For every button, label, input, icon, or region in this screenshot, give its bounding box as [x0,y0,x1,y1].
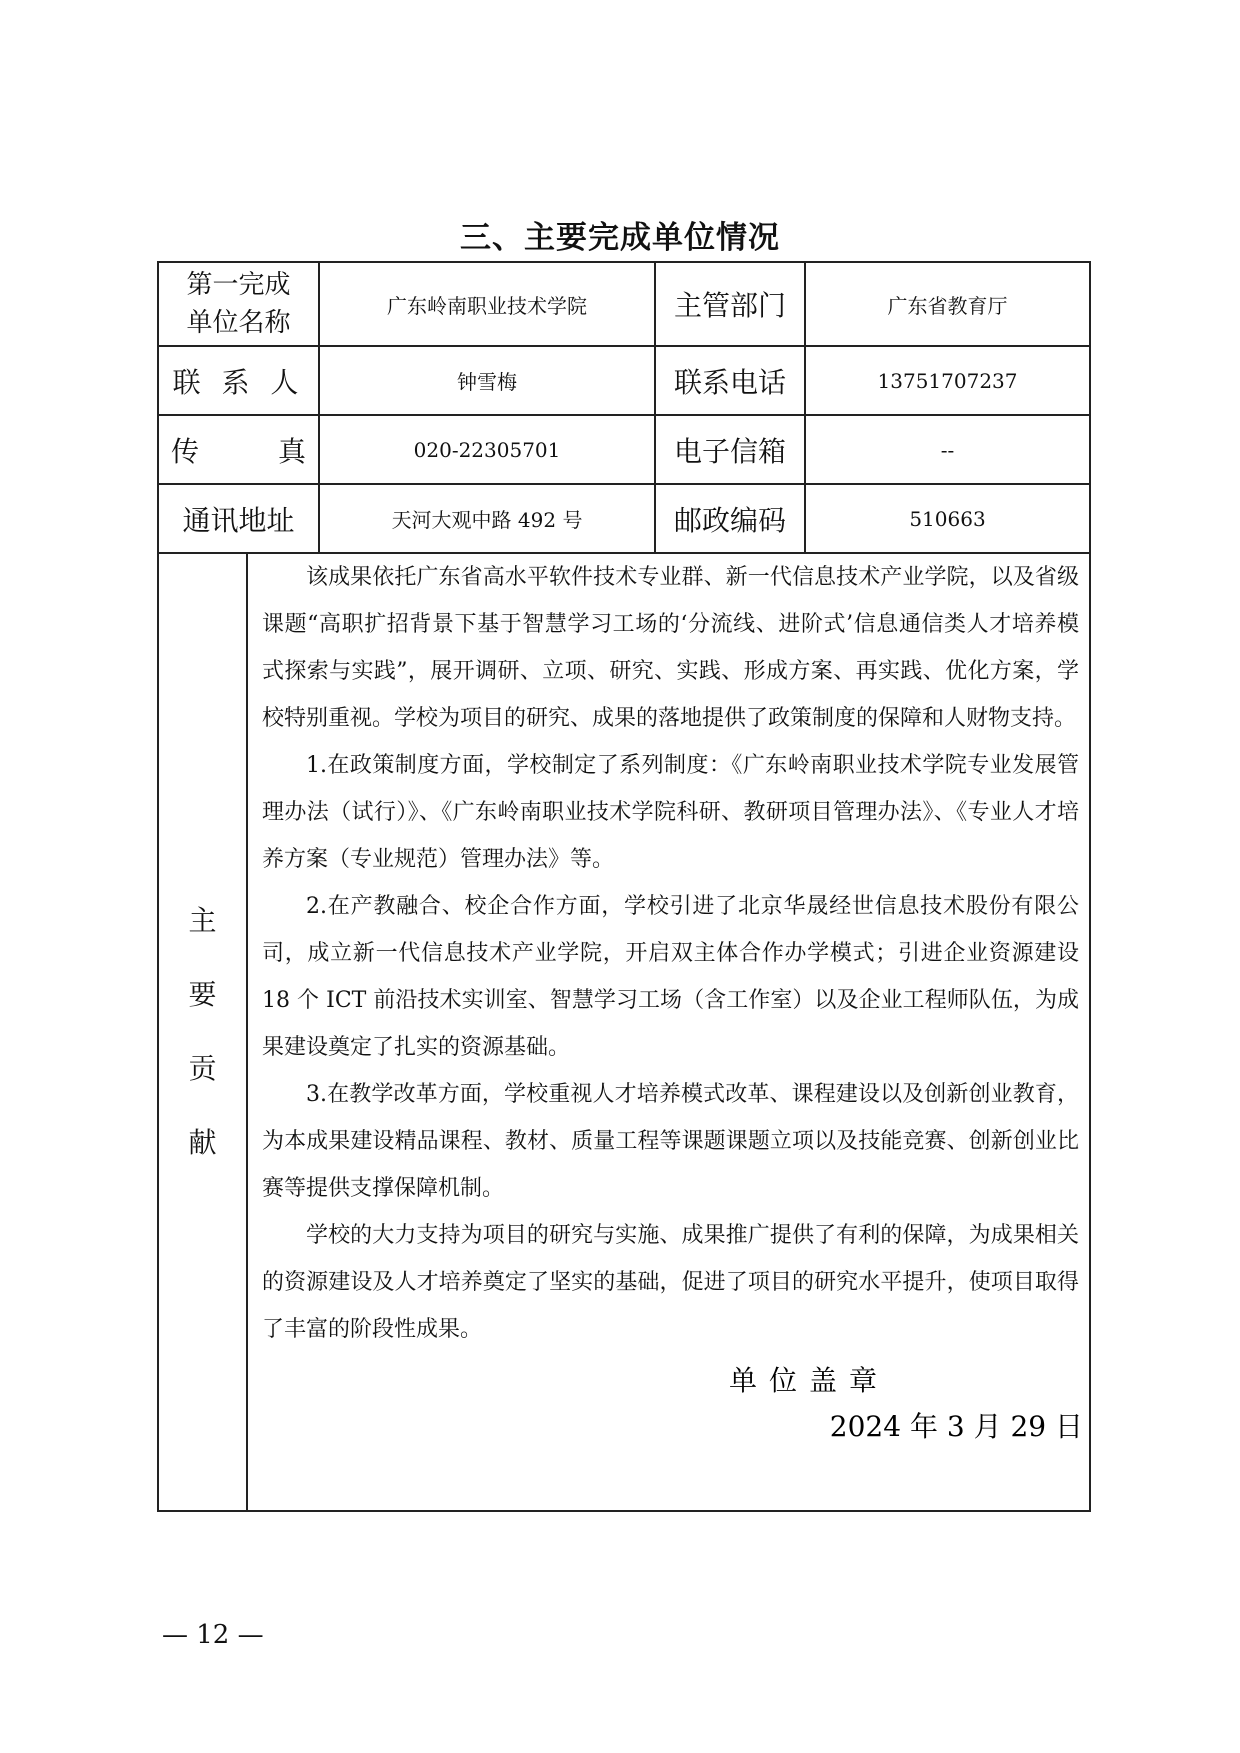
contribution-paragraph: 该成果依托广东省高水平软件技术专业群、新一代信息技术产业学院，以及省级课题“高职扩招背景下基于智慧学习工场的‘分流线、进阶式’信息通信类人才培养模式探索与实践”，展开调研、立项、研究、实践、形成方案、再实践、优化方案，学校特别重视。学校为项目的研究、成果的落地提供了政策制度的保障和人财物支持。 [262,565,1080,731]
contribution-label-char: 主 [188,904,217,937]
contact-value: 钟雪梅 [319,346,655,415]
fax-value: 020-22305701 [319,415,655,484]
contribution-label-char: 献 [188,1126,217,1159]
fax-label-text: 传 真 [171,434,306,468]
phone-value: 13751707237 [805,346,1090,415]
unit-name-value: 广东岭南职业技术学院 [319,262,655,346]
contribution-content [247,553,1090,1511]
contact-label-text: 联 系 人 [172,365,305,399]
postcode-value: 510663 [805,484,1090,553]
contribution-paragraph: 2.在产教融合、校企合作方面，学校引进了北京华晟经世信息技术股份有限公司，成立新一代信息技术产业学院，开启双主体合作办学模式；引进企业资源建设 18 个 ICT 前沿技术实训室、智慧学习工场（含工作室）以及企业工程师队伍，为成果建设奠定了扎实的资源基础。 [262,894,1080,1060]
fax-label [158,415,319,484]
contact-label [158,346,319,415]
contribution-text [248,554,1089,1353]
unit-name-label [158,262,319,346]
supervisor-value: 广东省教育厅 [805,262,1090,346]
contribution-label-char: 贡 [188,1052,217,1085]
section-title: 三、主要完成单位情况 [460,220,780,256]
signature-date: 2024 年 3 月 29 日 [829,1410,1084,1443]
page-number: — 12 — [162,1620,264,1650]
email-value: -- [805,415,1090,484]
unit-name-label-line2: 单位名称 [186,308,291,338]
contribution-paragraph: 学校的大力支持为项目的研究与实施、成果推广提供了有利的保障，为成果相关的资源建设及人才培养奠定了坚实的基础，促进了项目的研究水平提升，使项目取得了丰富的阶段性成果。 [262,1223,1080,1342]
unit-name-label-line1: 第一完成 [186,270,291,300]
unit-info-table [157,261,1091,1512]
postcode-label: 邮政编码 [655,484,805,553]
address-value: 天河大观中路 492 号 [319,484,655,553]
contribution-paragraph: 1.在政策制度方面，学校制定了系列制度：《广东岭南职业技术学院专业发展管理办法（试行）》、《广东岭南职业技术学院科研、教研项目管理办法》、《专业人才培养方案（专业规范）管理办法》等。 [262,753,1080,872]
contribution-label-char: 要 [188,978,217,1011]
supervisor-label: 主管部门 [655,262,805,346]
address-label: 通讯地址 [158,484,319,553]
email-label: 电子信箱 [655,415,805,484]
contribution-label [158,553,247,1511]
phone-label: 联系电话 [655,346,805,415]
contribution-paragraph: 3.在教学改革方面，学校重视人才培养模式改革、课程建设以及创新创业教育，为本成果建设精品课程、教材、质量工程等课题课题立项以及技能竞赛、创新创业比赛等提供支撑保障机制。 [262,1082,1080,1201]
unit-seal-text: 单位盖章 [729,1364,890,1397]
